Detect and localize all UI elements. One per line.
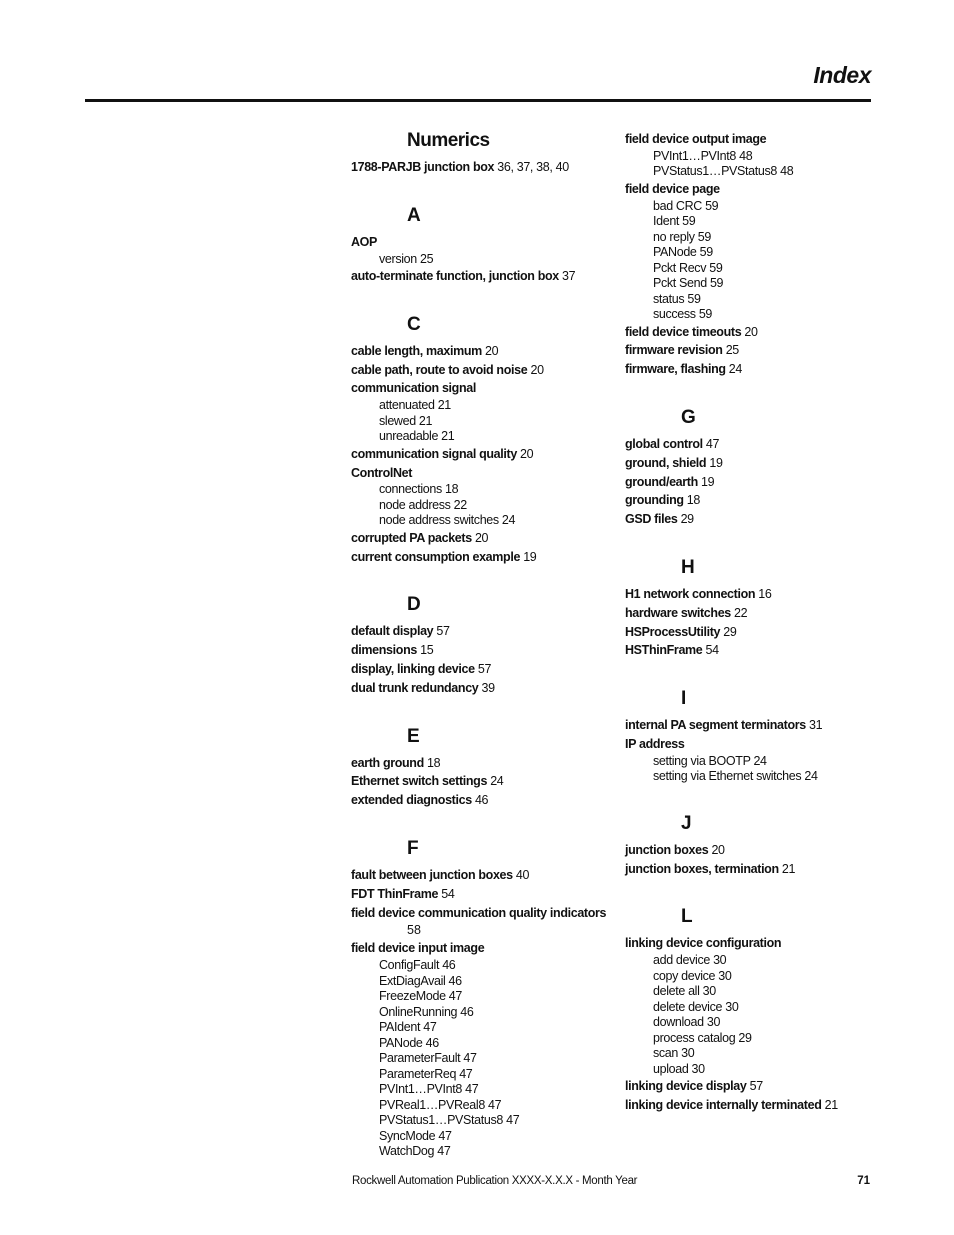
entry-term: field device output image [625,132,767,146]
subentry: bad CRC 59 [653,198,719,213]
subentry: Ident 59 [653,214,696,229]
index-entry [351,885,613,904]
index-section [625,686,887,785]
entry-pages: 36, 37, 38, 40 [497,160,569,174]
entry-pages: 40 [515,868,530,883]
entry-term: cable length, maximum [351,343,482,358]
index-entry [625,435,887,454]
subentry: ConfigFault 46 [379,958,456,973]
section-heading: Numerics [407,130,490,151]
subentry: Pckt Send 59 [653,276,724,291]
index-entry [625,1096,887,1115]
index-section [625,405,887,529]
subentry: node address 22 [379,497,467,512]
page-number: 71 [857,1175,870,1187]
entry-term: dual trunk redundancy [351,680,479,695]
index-entry [351,791,613,810]
subentry: PANode 46 [379,1035,439,1050]
index-section [351,724,613,810]
entry-pages: 21 [824,1097,838,1112]
entry-pages: 24 [490,774,504,789]
index-entry [351,904,613,923]
entry-term: internal PA segment terminators [625,718,806,733]
entry-term: GSD files [625,512,678,527]
entry-pages: 18 [686,493,700,508]
entry-pages: 19 [701,474,715,489]
section-heading: H [681,556,695,578]
entry-pages: 54 [441,886,455,901]
entry-term: FDT ThinFrame [351,886,439,901]
index-entry [351,158,613,177]
subentry: copy device 30 [653,968,732,983]
entry-pages: 57 [477,662,492,677]
entry-term: corrupted PA packets [351,530,472,545]
subentry: SyncMode 47 [379,1128,452,1143]
entry-term: current consumption example [351,549,521,564]
subentry-list [653,953,887,1077]
page-title: Index [813,62,871,88]
entry-term: ControlNet [351,465,413,480]
entry-term: field device page [625,181,720,196]
index-entry [625,360,887,379]
subentry: delete device 30 [653,999,739,1014]
entry-term: linking device display [625,1079,747,1094]
entry-pages: 57 [749,1079,763,1094]
entry-term: grounding [625,493,684,508]
entry-term: communication signal quality [351,446,517,461]
subentry: process catalog 29 [653,1030,752,1045]
entry-pages: 22 [734,605,748,620]
index-entry [351,445,613,464]
index-entry [351,641,613,660]
index-entry [625,491,887,510]
section-heading: J [681,812,692,834]
index-entry [351,548,613,567]
section-heading: C [407,313,421,335]
subentry-list [653,754,887,785]
index-entry [351,660,613,679]
entry-term: ground/earth [625,474,698,489]
entry-term: auto-terminate function, junction box [351,269,559,284]
subentry: scan 30 [653,1046,695,1061]
subentry-list [379,252,613,268]
entry-term: cable path, route to avoid noise [351,362,528,377]
index-entry [625,860,887,879]
index-section [351,128,613,177]
entry-term: field device communication quality indicators [351,905,607,920]
entry-pages: 20 [711,842,725,857]
subentry: status 59 [653,291,701,306]
index-entry [625,454,887,473]
entry-term: 1788-PARJB junction box [351,160,495,174]
entry-term: IP address [625,736,685,751]
subentry: attenuated 21 [379,398,451,413]
index-entry [625,341,887,360]
entry-pages: 20 [530,362,544,377]
subentry: success 59 [653,307,713,322]
entry-pages: 39 [481,680,495,695]
index-entry [351,866,613,885]
index-entry [625,180,887,199]
entry-term: hardware switches [625,605,731,620]
index-entry [351,342,613,361]
index-entry [625,323,887,342]
index-entry [625,473,887,492]
subentry: setting via Ethernet switches 24 [653,769,818,784]
index-entry [351,464,613,483]
index-column-left [351,128,613,1160]
subentry: no reply 59 [653,229,711,244]
entry-term: extended diagnostics [351,793,472,808]
footer-publication: Rockwell Automation Publication XXXX-X.X.X - Month Year [352,1175,638,1187]
subentry-list [379,482,613,529]
entry-pages: 20 [744,324,758,339]
index-entry [351,754,613,773]
index-entry [351,622,613,641]
entry-term: AOP [351,234,378,249]
index-section [351,312,613,567]
subentry: connections 18 [379,482,459,497]
entry-pages: 31 [809,718,823,733]
index-entry [625,735,887,754]
index-entry [625,1077,887,1096]
subentry-list [653,199,887,323]
index-section [351,836,613,1160]
index-section [625,555,887,660]
subentry: download 30 [653,1015,721,1030]
subentry: WatchDog 47 [379,1144,451,1159]
subentry: Pckt Recv 59 [653,260,723,275]
entry-term: default display [351,624,434,639]
entry-term: junction boxes [625,842,709,857]
index-entry [625,585,887,604]
entry-term: Ethernet switch settings [351,774,488,789]
entry-term: ground, shield [625,455,707,470]
subentry: upload 30 [653,1061,705,1076]
subentry: PANode 59 [653,245,713,260]
subentry-list [653,149,887,180]
entry-pages: 46 [474,793,489,808]
subentry: PAIdent 47 [379,1020,437,1035]
subentry: setting via BOOTP 24 [653,753,767,768]
entry-term: communication signal [351,381,476,396]
section-heading: A [407,204,421,226]
index-entry [351,679,613,698]
entry-pages: 16 [758,586,772,601]
subentry-list [379,398,613,445]
entry-term: field device timeouts [625,324,742,339]
index-column-right [625,130,887,1115]
section-heading: F [407,838,419,860]
entry-pages: 57 [436,624,450,639]
index-entry [351,267,613,286]
subentry: slewed 21 [379,413,433,428]
entry-pages: 19 [709,455,723,470]
index-section [625,811,887,879]
entry-term: firmware, flashing [625,362,726,377]
index-entry [351,379,613,398]
entry-term: HSProcessUtility [625,624,721,639]
entry-term: HSThinFrame [625,643,703,658]
entry-pages: 25 [725,343,739,358]
section-heading: G [681,406,696,428]
index-section [351,592,613,697]
subentry: ParameterReq 47 [379,1066,473,1081]
index-entry [625,130,887,149]
section-heading: E [407,725,420,747]
entry-pages: 47 [705,436,720,451]
entry-term: fault between junction boxes [351,868,513,883]
entry-term: linking device internally terminated [625,1097,822,1112]
subentry: version 25 [379,251,434,266]
subentry: PVReal1…PVReal8 47 [379,1097,502,1112]
entry-pages: 15 [420,643,434,658]
subentry: node address switches 24 [379,513,516,528]
entry-term: global control [625,436,703,451]
entry-term: earth ground [351,755,424,770]
index-entry [351,529,613,548]
index-entry [351,361,613,380]
subentry: PVInt1…PVInt8 47 [379,1082,479,1097]
entry-term: display, linking device [351,662,475,677]
section-heading: I [681,688,686,710]
entry-pages: 20 [474,530,489,545]
subentry: PVInt1…PVInt8 48 [653,148,753,163]
entry-pages: 24 [728,362,743,377]
entry-term: dimensions [351,643,417,658]
subentry: unreadable 21 [379,429,455,444]
subentry: ExtDiagAvail 46 [379,973,462,988]
entry-pages: 37 [562,269,576,284]
entry-pages: 20 [485,343,499,358]
index-entry [625,604,887,623]
entry-term: field device input image [351,941,485,956]
entry-term: linking device configuration [625,936,782,951]
entry-term: H1 network connection [625,586,756,601]
subentry: add device 30 [653,953,727,968]
index-section [625,904,887,1114]
subentry: FreezeMode 47 [379,989,462,1004]
entry-pages: 29 [723,624,737,639]
index-section [351,203,613,286]
subentry: delete all 30 [653,984,716,999]
entry-pages: 21 [781,861,796,876]
entry-pages-continued: 58 [407,923,421,938]
subentry-list [379,958,613,1160]
subentry: PVStatus1…PVStatus8 48 [653,164,794,179]
entry-pages: 19 [523,549,537,564]
entry-pages: 29 [680,512,694,527]
section-heading: L [681,906,693,928]
index-entry [351,939,613,958]
index-section [625,130,887,379]
index-entry [351,233,613,252]
index-entry [625,641,887,660]
index-entry [625,934,887,953]
subentry: PVStatus1…PVStatus8 47 [379,1113,520,1128]
index-entry [351,772,613,791]
entry-pages: 20 [520,446,534,461]
subentry: ParameterFault 47 [379,1051,477,1066]
subentry: OnlineRunning 46 [379,1004,474,1019]
index-entry [625,510,887,529]
header-rule [85,99,871,102]
index-entry [625,841,887,860]
section-heading: D [407,594,421,616]
entry-pages: 54 [705,643,719,658]
index-entry [625,716,887,735]
entry-term: firmware revision [625,343,723,358]
entry-term: junction boxes, termination [625,861,779,876]
index-entry [625,623,887,642]
entry-pages: 18 [427,755,441,770]
